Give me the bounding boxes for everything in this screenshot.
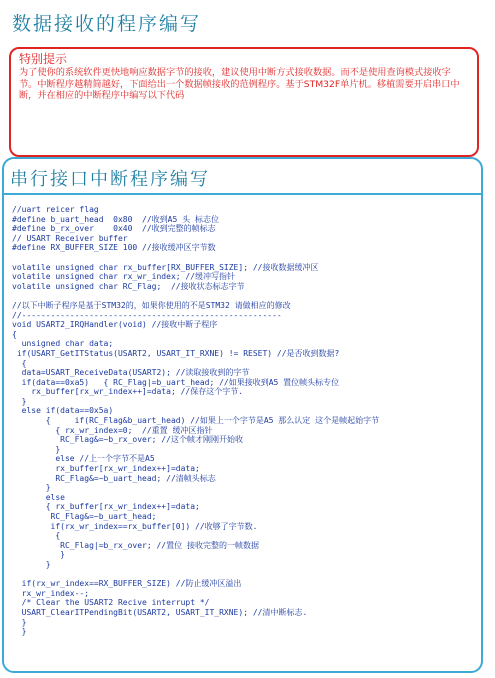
code-line: /* Clear the USART2 Recive interrupt */ bbox=[12, 598, 210, 608]
code-line: else bbox=[12, 492, 65, 502]
code-line: unsigned char data; bbox=[12, 339, 114, 349]
code-line: } bbox=[12, 617, 27, 627]
code-line: { rx_wr_index=0; //重置 缓冲区指针 bbox=[12, 425, 213, 435]
code-line: if(data==0xa5) { RC_Flag|=b_uart_head; //如果接收到A5 置位帧头标专位 bbox=[12, 377, 340, 387]
notice-text: 为了使你的系统软件更快地响应数据字节的接收，建议使用中断方式接收数据。而不是使用查询模式接收字节。中断程序越精简越好，下面给出一个数据帧接收的范例程序。基于STM32F单片机。移植需要开启串口中断，并在相应的中断程序中编写以下代码 bbox=[19, 67, 460, 101]
code-line: } bbox=[12, 483, 51, 493]
code-line: if(rx_wr_index==rx_buffer[0]) //收够了字节数. bbox=[12, 521, 258, 531]
code-line: } bbox=[12, 550, 65, 560]
code-line: if(rx_wr_index==RX_BUFFER_SIZE) //防止缓冲区溢出 bbox=[12, 579, 242, 589]
code-line: #define b_rx_over 0x40 //收到完整的帧标志 bbox=[12, 224, 216, 234]
code-line: { bbox=[12, 358, 27, 368]
code-line bbox=[12, 570, 477, 580]
code-block bbox=[4, 195, 481, 637]
code-line: } bbox=[12, 444, 61, 454]
code-line: volatile unsigned char RC_Flag; //接收状态标志字节 bbox=[12, 281, 245, 291]
code-line: //uart reicer flag bbox=[12, 205, 99, 214]
notice-box bbox=[9, 47, 479, 157]
code-section bbox=[2, 157, 483, 673]
code-line: volatile unsigned char rx_wr_index; //缓冲写指针 bbox=[12, 272, 236, 282]
code-line: #define RX_BUFFER_SIZE 100 //接收缓冲区字节数 bbox=[12, 243, 216, 253]
code-line: rx_buffer[rx_wr_index++]=data; bbox=[12, 464, 200, 474]
code-line: } bbox=[12, 627, 27, 637]
code-line: { bbox=[12, 531, 61, 541]
code-line: RC_Flag|=b_rx_over; //置位 接收完整的一帧数据 bbox=[12, 540, 259, 550]
notice-heading: 特别提示 bbox=[19, 52, 68, 66]
code-line: //------------------------------------------------------ bbox=[12, 310, 282, 320]
code-line: void USART2_IRQHandler(void) //接收中断子程序 bbox=[12, 320, 218, 330]
code-line: //以下中断子程序是基于STM32的，如果你使用的不是STM32 请做相应的修改 bbox=[12, 300, 291, 310]
code-line: data=USART_ReceiveData(USART2); //读取接收到的字节 bbox=[12, 368, 250, 378]
code-line bbox=[12, 253, 477, 263]
code-line: { bbox=[12, 329, 17, 339]
code-line: if(USART_GetITStatus(USART2, USART_IT_RXNE) != RESET) //是否收到数据? bbox=[12, 348, 340, 358]
code-line: { rx_buffer[rx_wr_index++]=data; bbox=[12, 502, 200, 512]
code-section-title: 串行接口中断程序编写 bbox=[4, 159, 481, 195]
page-title: 数据接收的程序编写 bbox=[12, 13, 202, 35]
code-line: } bbox=[12, 559, 51, 569]
code-line: rx_wr_index--; bbox=[12, 588, 90, 598]
code-line: } bbox=[12, 396, 27, 406]
code-line: else //上一个字节不是A5 bbox=[12, 454, 155, 464]
code-line: RC_Flag&=~b_uart_head; bbox=[12, 512, 157, 521]
code-line: rx_buffer[rx_wr_index++]=data; //保存这个字节. bbox=[12, 387, 244, 397]
code-line: USART_ClearITPendingBit(USART2, USART_IT_RXNE); //清中断标志. bbox=[12, 607, 308, 617]
code-line bbox=[12, 291, 477, 301]
code-line: RC_Flag&=~b_uart_head; //清帧头标志 bbox=[12, 473, 216, 483]
code-line: { if(RC_Flag&b_uart_head) //如果上一个字节是A5 那么认定 这个是帧起始字节 bbox=[12, 416, 380, 426]
code-line: else if(data==0x5a) bbox=[12, 406, 114, 416]
code-line: volatile unsigned char rx_buffer[RX_BUFFER_SIZE]; //接收数据缓冲区 bbox=[12, 262, 319, 272]
code-line: RC_Flag&=~b_rx_over; //这个帧才刚刚开始收 bbox=[12, 435, 243, 445]
code-line: #define b_uart_head 0x80 //收到A5 头 标志位 bbox=[12, 214, 219, 224]
code-line: // USART Receiver buffer bbox=[12, 233, 128, 243]
